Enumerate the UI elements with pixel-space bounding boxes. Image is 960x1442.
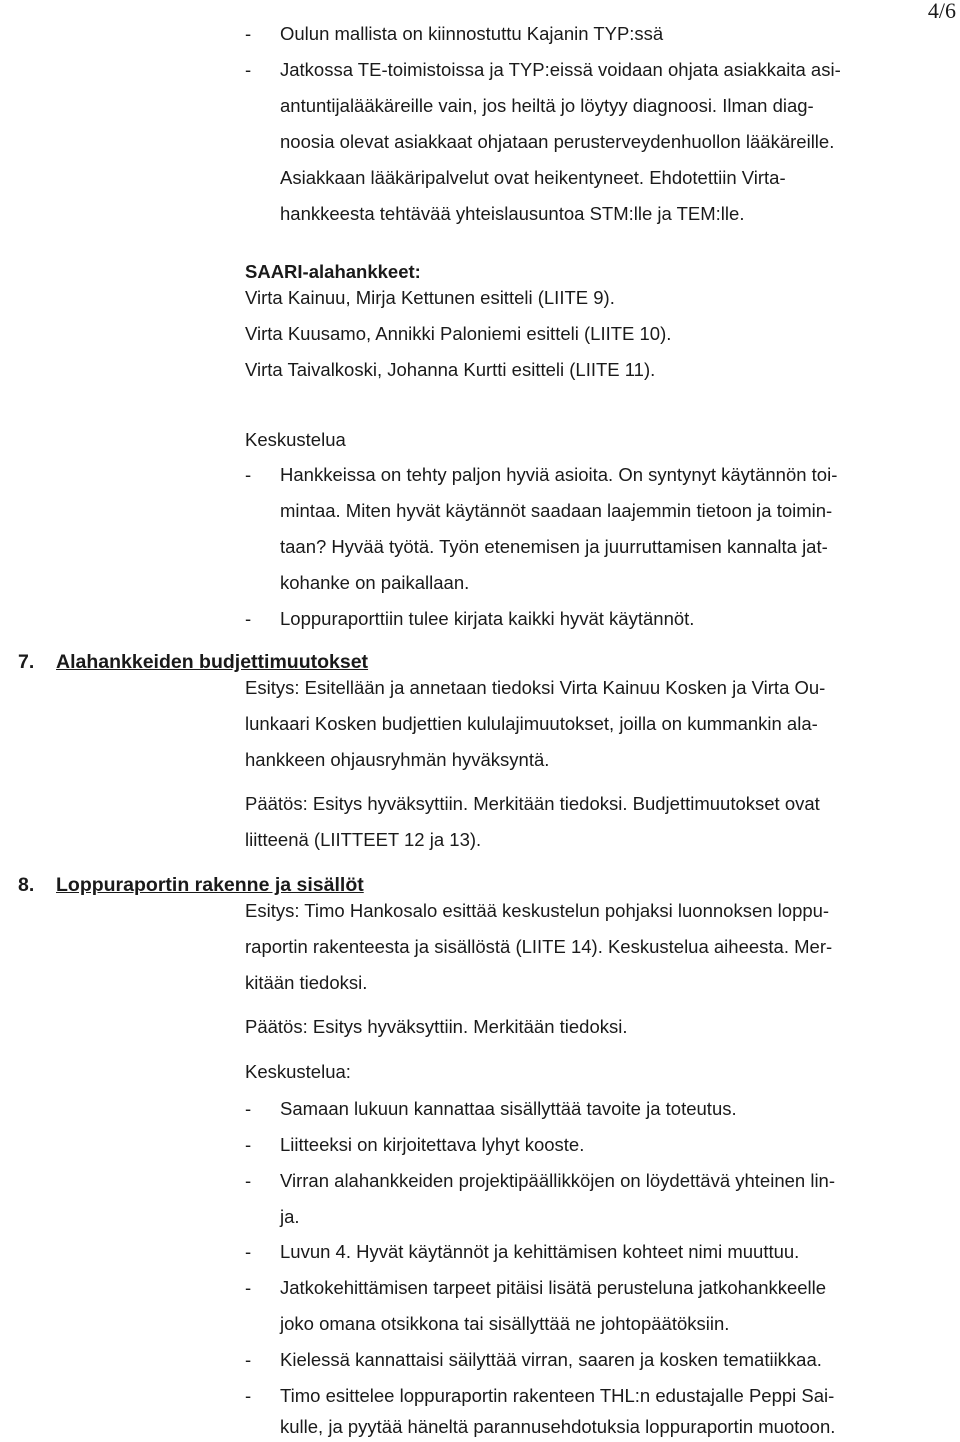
section-number: 8.	[18, 874, 35, 896]
section-number: 7.	[18, 651, 35, 673]
text-line: Virta Kuusamo, Annikki Paloniemi esitteli (LIITE 10).	[245, 323, 672, 344]
text-line: kohanke on paikallaan.	[280, 572, 470, 593]
bullet-dash: -	[245, 23, 252, 44]
subheading: Keskustelua:	[245, 1061, 351, 1082]
text-line: Esitys: Esitellään ja annetaan tiedoksi Virta Kainuu Kosken ja Virta Ou-	[245, 677, 826, 698]
text-line: joko omana otsikkona tai sisällyttää ne johtopäätöksiin.	[280, 1313, 730, 1334]
text-line: Luvun 4. Hyvät käytännöt ja kehittämisen kohteet nimi muuttuu.	[280, 1241, 800, 1262]
text-line: Päätös: Esitys hyväksyttiin. Merkitään tiedoksi.	[245, 1016, 628, 1037]
text-line: mintaa. Miten hyvät käytännöt saadaan laajemmin tietoon ja toimin-	[280, 500, 833, 521]
text-line: Virran alahankkeiden projektipäällikköjen on löydettävä yhteinen lin-	[280, 1170, 836, 1191]
text-line: Virta Kainuu, Mirja Kettunen esitteli (LIITE 9).	[245, 287, 615, 308]
bullet-dash: -	[245, 1241, 252, 1262]
bullet-dash: -	[245, 1385, 252, 1406]
section-title: Alahankkeiden budjettimuutokset	[56, 651, 369, 673]
text-line: raportin rakenteesta ja sisällöstä (LIITE 14). Keskustelua aiheesta. Mer-	[245, 936, 833, 957]
text-line: hankkeen ohjausryhmän hyväksyntä.	[245, 749, 550, 770]
text-line: antuntijalääkäreille vain, jos heiltä jo löytyy diagnoosi. Ilman diag-	[280, 95, 814, 116]
subheading: SAARI-alahankkeet:	[245, 261, 421, 282]
text-line: Jatkokehittämisen tarpeet pitäisi lisätä perusteluna jatkohankkeelle	[280, 1277, 827, 1298]
section-title: Loppuraportin rakenne ja sisällöt	[56, 874, 364, 896]
text-line: Oulun mallista on kiinnostuttu Kajanin TYP:ssä	[280, 23, 664, 44]
text-line: Loppuraporttiin tulee kirjata kaikki hyvät käytännöt.	[280, 608, 695, 629]
text-line: Hankkeissa on tehty paljon hyviä asioita. On syntynyt käytännön toi-	[280, 464, 838, 485]
bullet-dash: -	[245, 1170, 252, 1191]
text-line: Samaan lukuun kannattaa sisällyttää tavoite ja toteutus.	[280, 1098, 737, 1119]
text-line: noosia olevat asiakkaat ohjataan perusterveydenhuollon lääkäreille.	[280, 131, 835, 152]
text-line: kulle, ja pyytää häneltä parannusehdotuksia loppuraportin muotoon.	[280, 1416, 836, 1437]
subheading: Keskustelua	[245, 429, 346, 450]
text-line: ja.	[280, 1206, 300, 1227]
text-line: kitään tiedoksi.	[245, 972, 368, 993]
page-number: 4/6	[927, 0, 956, 23]
text-line: Päätös: Esitys hyväksyttiin. Merkitään tiedoksi. Budjettimuutokset ovat	[245, 793, 820, 814]
bullet-dash: -	[245, 608, 252, 629]
text-line: Jatkossa TE-toimistoissa ja TYP:eissä voidaan ohjata asiakkaita asi-	[280, 59, 841, 80]
text-line: lunkaari Kosken budjettien kululajimuutokset, joilla on kummankin ala-	[245, 713, 818, 734]
bullet-dash: -	[245, 1277, 252, 1298]
bullet-dash: -	[245, 1349, 252, 1370]
bullet-dash: -	[245, 1134, 252, 1155]
text-line: Timo esittelee loppuraportin rakenteen THL:n edustajalle Peppi Sai-	[280, 1385, 835, 1406]
text-line: hankkeesta tehtävää yhteislausuntoa STM:lle ja TEM:lle.	[280, 203, 745, 224]
bullet-dash: -	[245, 464, 252, 485]
text-line: taan? Hyvää työtä. Työn etenemisen ja juurruttamisen kannalta jat-	[280, 536, 828, 557]
bullet-dash: -	[245, 1098, 252, 1119]
text-line: Kielessä kannattaisi säilyttää virran, saaren ja kosken tematiikkaa.	[280, 1349, 822, 1370]
text-line: Liitteeksi on kirjoitettava lyhyt kooste.	[280, 1134, 585, 1155]
text-line: liitteenä (LIITTEET 12 ja 13).	[245, 829, 482, 850]
text-line: Esitys: Timo Hankosalo esittää keskustelun pohjaksi luonnoksen loppu-	[245, 900, 830, 921]
bullet-dash: -	[245, 59, 252, 80]
text-line: Virta Taivalkoski, Johanna Kurtti esitteli (LIITE 11).	[245, 359, 656, 380]
text-line: Asiakkaan lääkäripalvelut ovat heikentyneet. Ehdotettiin Virta-	[280, 167, 786, 188]
